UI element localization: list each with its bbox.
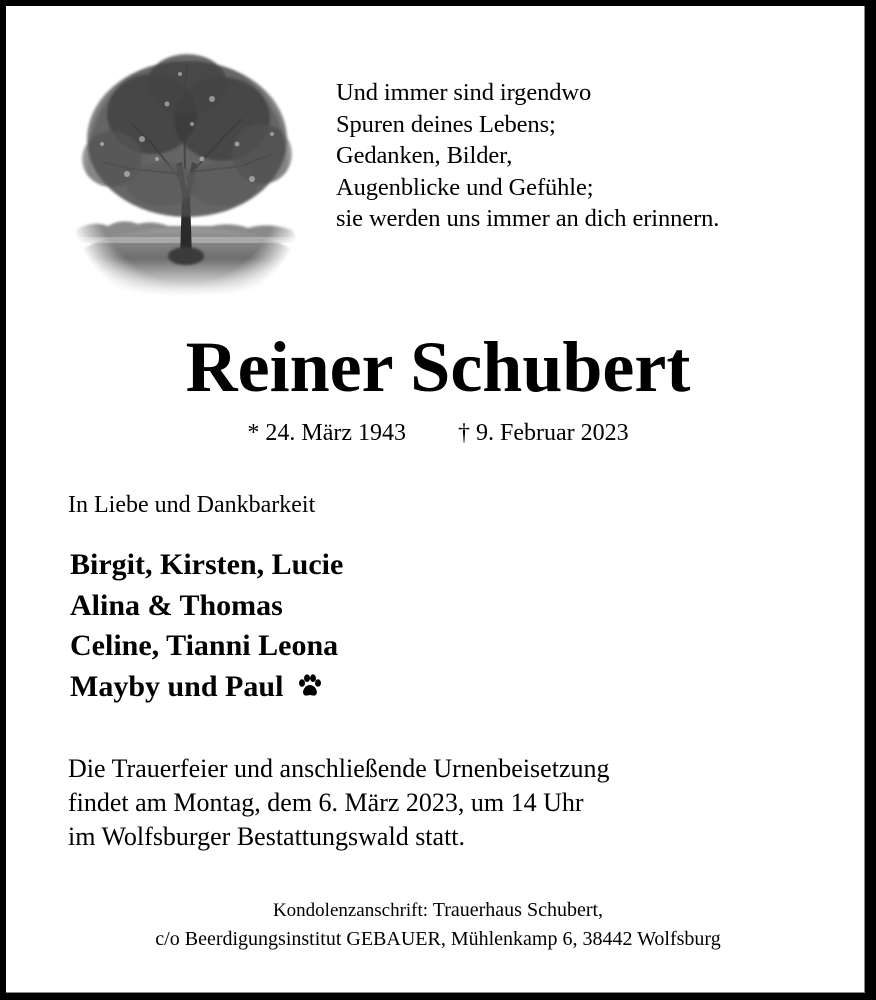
paw-print-icon	[297, 674, 323, 698]
birth-date: 24. März 1943	[265, 420, 406, 446]
dedication: In Liebe und Dankbarkeit	[68, 492, 316, 518]
condolence-address	[0, 896, 876, 954]
mourner-line: Alina & Thomas	[70, 588, 283, 622]
death-date: 9. Februar 2023	[476, 420, 629, 446]
poem-line: Und immer sind irgendwo	[336, 79, 592, 106]
condolence-recipient: Trauerhaus Schubert,	[432, 899, 604, 921]
poem-line: Augenblicke und Gefühle;	[336, 173, 594, 201]
death-cross-icon: †	[458, 420, 470, 446]
mourner-line: Birgit, Kirsten, Lucie	[70, 548, 344, 581]
poem-line: sie werden uns immer an dich erinnern.	[336, 205, 720, 232]
mourner-line-pets	[70, 667, 343, 708]
condolence-address-line: c/o Beerdigungsinstitut GEBAUER, Mühlenkamp 6, 38442 Wolfsburg	[155, 928, 721, 950]
birth-symbol: *	[247, 420, 260, 446]
life-dates	[0, 418, 876, 448]
service-line: findet am Montag, dem 6. März 2023, um 14 Uhr	[68, 788, 584, 817]
condolence-label: Kondolenzanschrift:	[272, 900, 429, 921]
service-line: im Wolfsburger Bestattungswald statt.	[68, 822, 466, 851]
mourner-line: Mayby und Paul	[70, 669, 284, 703]
service-info	[68, 752, 609, 854]
deceased-name: Reiner Schubert	[185, 327, 691, 407]
poem-line: Gedanken, Bilder,	[336, 142, 513, 169]
mourners-list	[70, 545, 343, 707]
tree-image	[72, 44, 302, 306]
mourner-line: Celine, Tianni Leona	[70, 629, 339, 662]
poem	[336, 77, 719, 235]
service-line: Die Trauerfeier und anschließende Urnenbeisetzung	[68, 754, 610, 783]
poem-line: Spuren deines Lebens;	[336, 110, 556, 138]
condolence-line	[0, 896, 876, 925]
